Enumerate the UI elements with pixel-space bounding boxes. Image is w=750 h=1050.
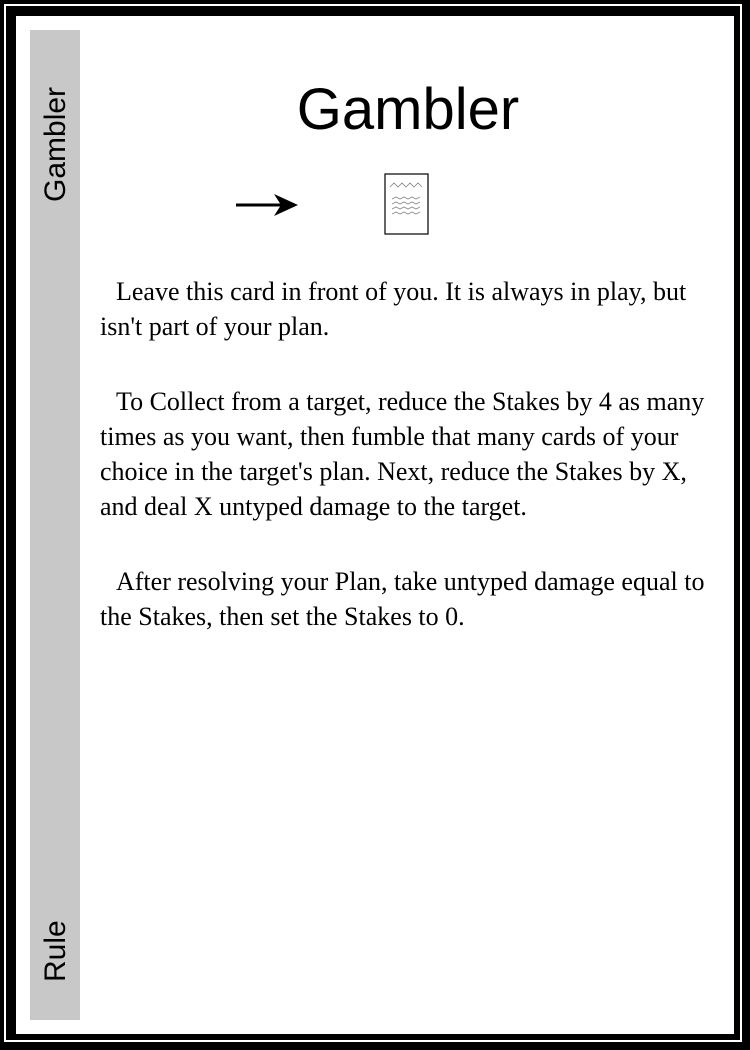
arrow-right-icon <box>234 190 300 220</box>
card-title: Gambler <box>296 77 520 142</box>
side-label-type: Rule <box>39 920 72 982</box>
rules-text <box>100 274 710 674</box>
plan-card-icon <box>384 173 430 237</box>
side-label-name: Gambler <box>39 86 72 202</box>
rule-paragraph-2: To Collect from a target, reduce the Stakes by 4 as many times as you want, then fumble that many cards of your choice in the target's plan. Next, reduce the Stakes by X, and deal X untyped damage to the target. <box>100 387 705 521</box>
rule-paragraph-1: Leave this card in front of you. It is always in play, but isn't part of your plan. <box>100 277 687 341</box>
rule-paragraph-3: After resolving your Plan, take untyped damage equal to the Stakes, then set the Stakes to 0. <box>100 567 705 631</box>
